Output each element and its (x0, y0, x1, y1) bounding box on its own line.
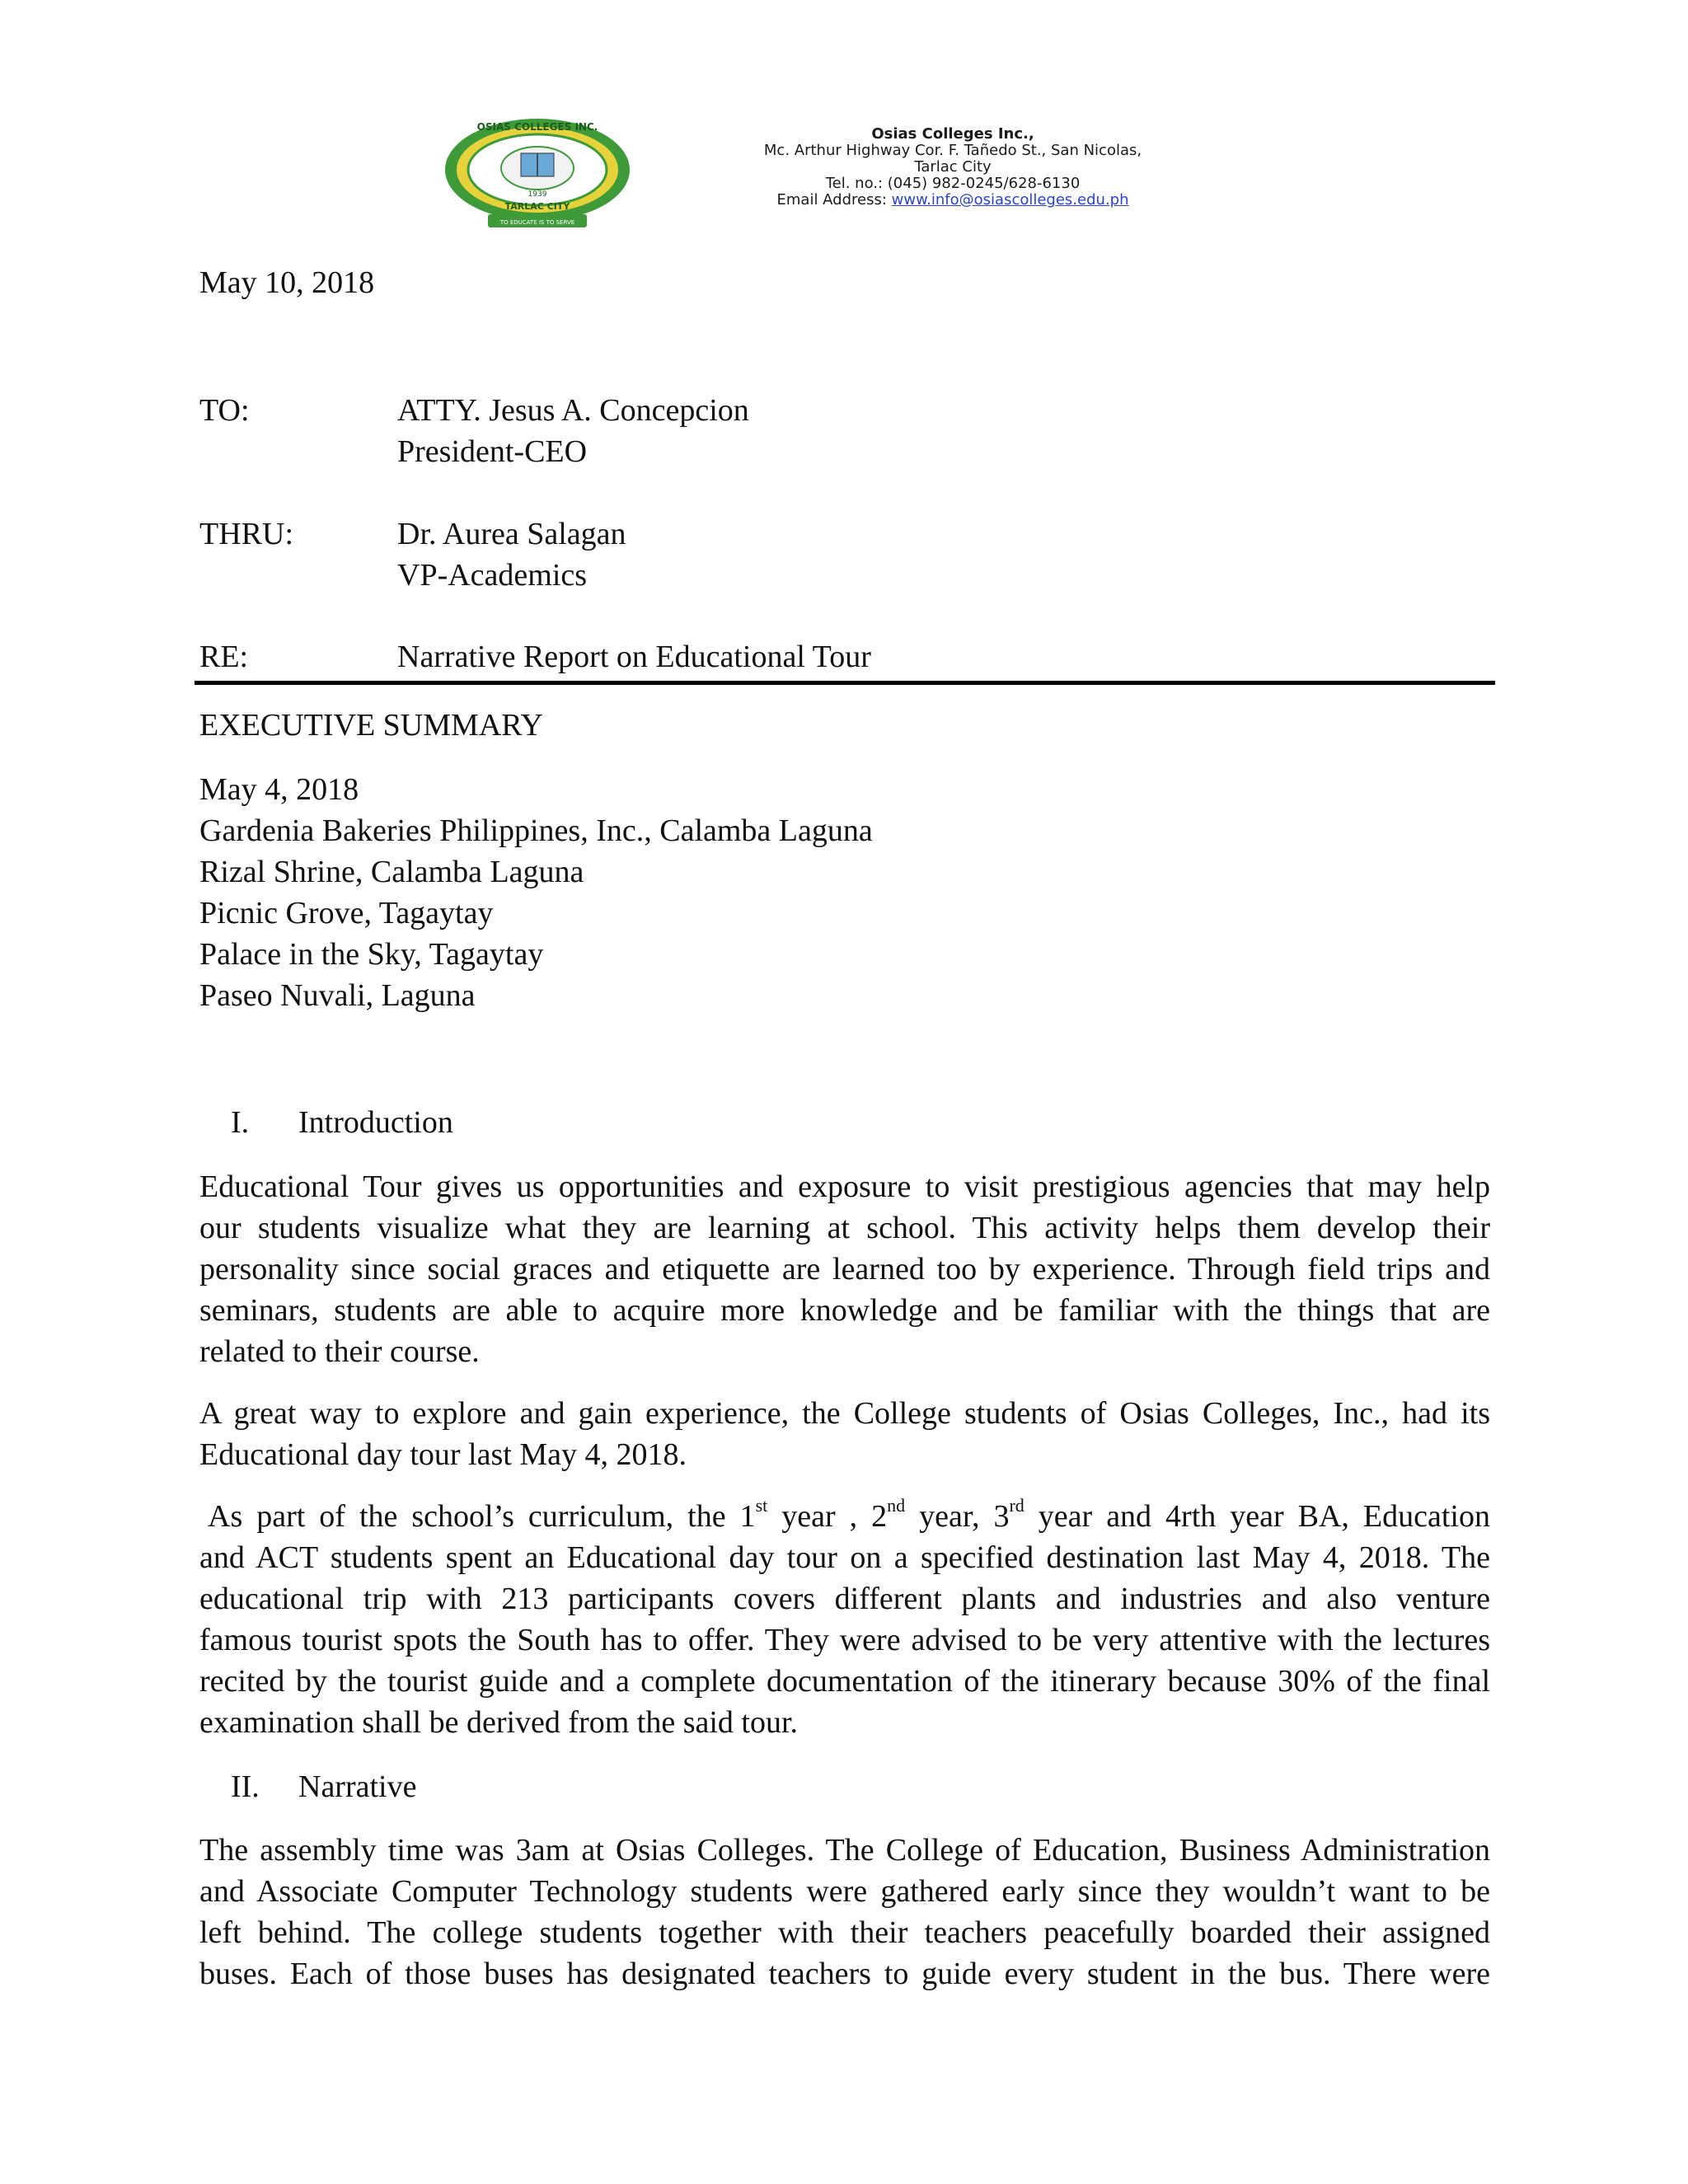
thru-name: Dr. Aurea Salagan (397, 517, 626, 551)
section-1-title: Introduction (298, 1105, 453, 1140)
paragraph-line: educational trip with 213 participants covers different plants and industries and also venture (199, 1582, 1490, 1616)
paragraph-line: recited by the tourist guide and a complete documentation of the itinerary because 30% of the final (199, 1664, 1490, 1699)
ordinal-suffix: st (755, 1495, 768, 1516)
ordinal-suffix: nd (887, 1495, 906, 1516)
thru-label: THRU: (199, 517, 293, 551)
paragraph-line: and Associate Computer Technology students were gathered early since they wouldn’t want to be (199, 1874, 1490, 1909)
college-seal-logo (438, 115, 636, 231)
summary-line: Rizal Shrine, Calamba Laguna (199, 855, 584, 889)
re-label: RE: (199, 640, 249, 674)
p3-text-c: year, 3 (905, 1499, 1010, 1534)
logo-bottom-text: TARLAC CITY (504, 201, 570, 212)
p3-text-a: As part of the school’s curriculum, the 1 (208, 1499, 756, 1534)
org-name: Osias Colleges Inc., (871, 125, 1034, 143)
paragraph-line: Educational day tour last May 4, 2018. (199, 1437, 687, 1472)
logo-top-text: OSIAS COLLEGES INC. (476, 121, 598, 133)
org-address-line-1: Mc. Arthur Highway Cor. F. Tañedo St., San Nicolas, (763, 142, 1142, 159)
logo-year: 1939 (528, 190, 547, 199)
header-divider (195, 681, 1495, 685)
intro-paragraph-3 (199, 1496, 1490, 1743)
paragraph-line: related to their course. (199, 1334, 480, 1369)
org-telephone: Tel. no.: (045) 982-0245/628-6130 (825, 175, 1081, 192)
letter-date: May 10, 2018 (199, 265, 375, 300)
section-2-number: II. (231, 1769, 260, 1804)
paragraph-line: our students visualize what they are learning at school. This activity helps them develop their (199, 1211, 1490, 1245)
section-1-number: I. (231, 1105, 250, 1140)
summary-line: Picnic Grove, Tagaytay (199, 896, 494, 930)
p3-text-d: year and 4rth year BA, Education (1024, 1499, 1490, 1534)
paragraph-line: famous tourist spots the South has to offer. They were advised to be very attentive with the lectures (199, 1623, 1490, 1657)
paragraph-line: A great way to explore and gain experience, the College students of Osias Colleges, Inc., had its (199, 1396, 1490, 1431)
narrative-paragraph-1 (199, 1830, 1490, 1994)
intro-paragraph-2 (199, 1393, 1490, 1475)
paragraph-line: personality since social graces and etiquette are learned too by experience. Through field trips and (199, 1252, 1490, 1286)
re-subject: Narrative Report on Educational Tour (397, 640, 871, 674)
paragraph-line: The assembly time was 3am at Osias Colleges. The College of Education, Business Administration (199, 1833, 1490, 1868)
summary-line: May 4, 2018 (199, 772, 359, 807)
paragraph-line: examination shall be derived from the said tour. (199, 1705, 799, 1740)
summary-line: Gardenia Bakeries Philippines, Inc., Calamba Laguna (199, 813, 873, 848)
ordinal-suffix: rd (1009, 1495, 1025, 1516)
logo-ribbon: TO EDUCATE IS TO SERVE (499, 219, 575, 226)
to-label: TO: (199, 393, 250, 428)
paragraph-line: and ACT students spent an Educational day tour on a specified destination last May 4, 2018. The (199, 1540, 1490, 1575)
summary-line: Palace in the Sky, Tagaytay (199, 937, 544, 972)
to-name: ATTY. Jesus A. Concepcion (397, 393, 749, 428)
paragraph-line-with-superscripts (199, 1496, 1490, 1537)
paragraph-line: left behind. The college students together with their teachers peacefully boarded their assigned (199, 1915, 1490, 1950)
intro-paragraph-1 (199, 1166, 1490, 1372)
p3-text-b: year , 2 (767, 1499, 888, 1534)
paragraph-line: Educational Tour gives us opportunities and exposure to visit prestigious agencies that may help (199, 1169, 1490, 1204)
email-link[interactable]: www.info@osiascolleges.edu.ph (891, 191, 1129, 209)
thru-title: VP-Academics (397, 558, 588, 593)
paragraph-line: seminars, students are able to acquire more knowledge and be familiar with the things that are (199, 1293, 1490, 1328)
org-address-line-2: Tarlac City (914, 158, 992, 176)
email-label: Email Address: (776, 191, 887, 209)
executive-summary-heading: EXECUTIVE SUMMARY (199, 708, 543, 743)
section-2-title: Narrative (298, 1769, 417, 1804)
summary-line: Paseo Nuvali, Laguna (199, 978, 476, 1013)
paragraph-line: buses. Each of those buses has designated teachers to guide every student in the bus. There were (199, 1957, 1490, 1991)
org-email-line (664, 191, 1241, 209)
to-title: President-CEO (397, 434, 588, 469)
